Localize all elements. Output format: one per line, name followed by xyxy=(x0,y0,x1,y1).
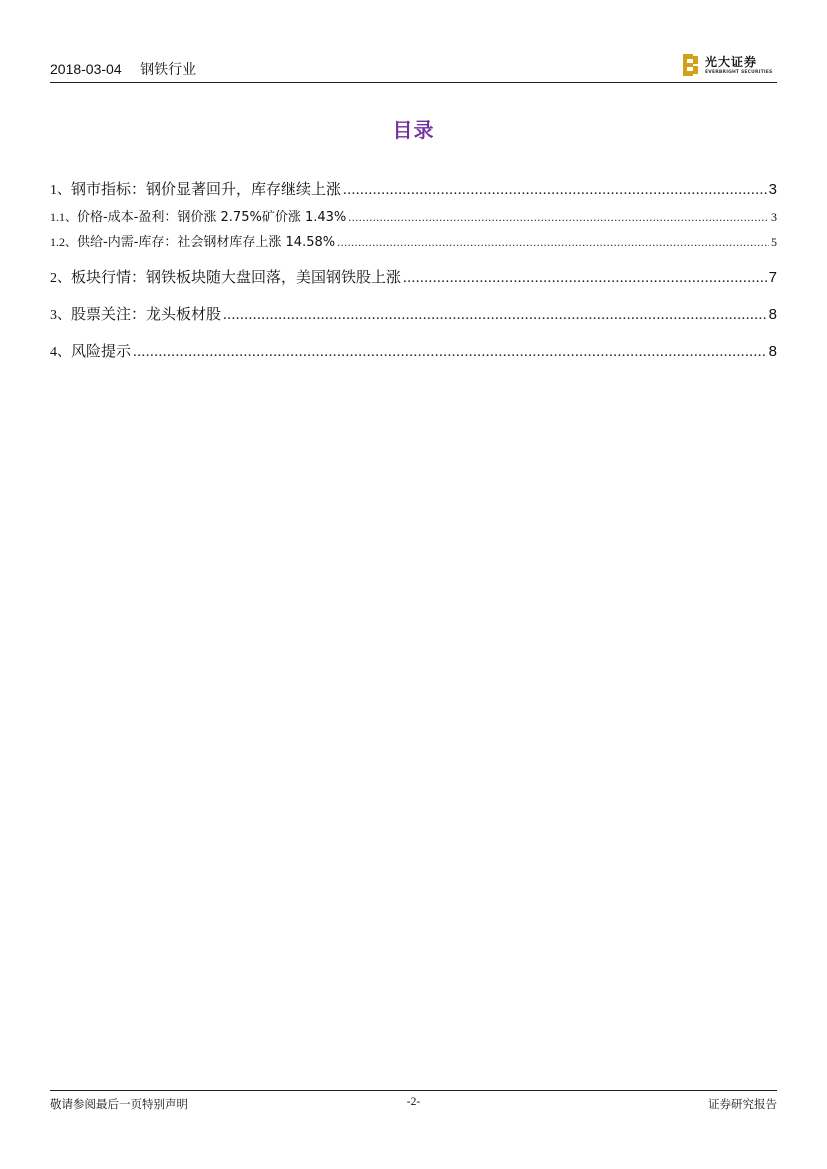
industry-label: 钢铁行业 xyxy=(140,62,197,78)
toc-leader xyxy=(223,307,767,324)
toc-title: 供给-内需-库存：社会钢材库存上涨 14.58% xyxy=(77,235,336,250)
toc-page-number: 8 xyxy=(768,343,777,360)
toc-number: 1、 xyxy=(50,183,71,198)
footer-disclaimer: 敬请参阅最后一页特别声明 xyxy=(50,1097,188,1111)
toc-leader xyxy=(403,270,767,287)
everbright-logo xyxy=(683,53,777,79)
logo-mark-icon xyxy=(683,54,699,76)
footer-page-number: -2- xyxy=(406,1096,421,1108)
toc-item-1[interactable] xyxy=(50,178,777,199)
toc-number: 4、 xyxy=(50,345,71,360)
toc-number: 2、 xyxy=(50,271,71,286)
logo-text-en: EVERBRIGHT SECURITIES xyxy=(705,70,773,75)
toc-item-1-1[interactable] xyxy=(50,206,777,225)
toc-item-4[interactable] xyxy=(50,340,777,361)
toc-title: 钢市指标：钢价显著回升，库存继续上涨 xyxy=(71,180,342,198)
logo-text-cn: 光大证券 xyxy=(705,55,758,69)
toc-title: 价格-成本-盈利：钢价涨 2.75%矿价涨 1.43% xyxy=(77,210,347,225)
toc-title: 风险提示 xyxy=(71,342,132,360)
page-header xyxy=(50,52,777,83)
report-date: 2018-03-04 xyxy=(50,61,122,77)
toc-leader xyxy=(343,182,767,199)
toc-title: 股票关注：龙头板材股 xyxy=(71,305,222,323)
toc-number: 3、 xyxy=(50,308,71,323)
toc-title: 板块行情：钢铁板块随大盘回落，美国钢铁股上涨 xyxy=(71,268,402,286)
toc-item-1-2[interactable] xyxy=(50,231,777,250)
toc-leader xyxy=(337,235,769,250)
header-info xyxy=(50,59,196,79)
toc-page-number: 7 xyxy=(768,269,777,286)
toc-page-number: 5 xyxy=(771,235,777,249)
page-title: 目录 xyxy=(392,118,435,142)
page-footer xyxy=(50,1090,777,1115)
toc-leader xyxy=(133,344,767,361)
toc-item-3[interactable] xyxy=(50,303,777,324)
toc-page-number: 3 xyxy=(771,210,777,224)
toc-leader xyxy=(348,210,769,225)
toc-page-number: 8 xyxy=(768,306,777,323)
toc-item-2[interactable] xyxy=(50,266,777,287)
footer-report-type: 证券研究报告 xyxy=(708,1097,777,1111)
toc-number: 1.1、 xyxy=(50,210,78,224)
toc-number: 1.2、 xyxy=(50,235,78,249)
toc-page-number: 3 xyxy=(768,181,777,198)
